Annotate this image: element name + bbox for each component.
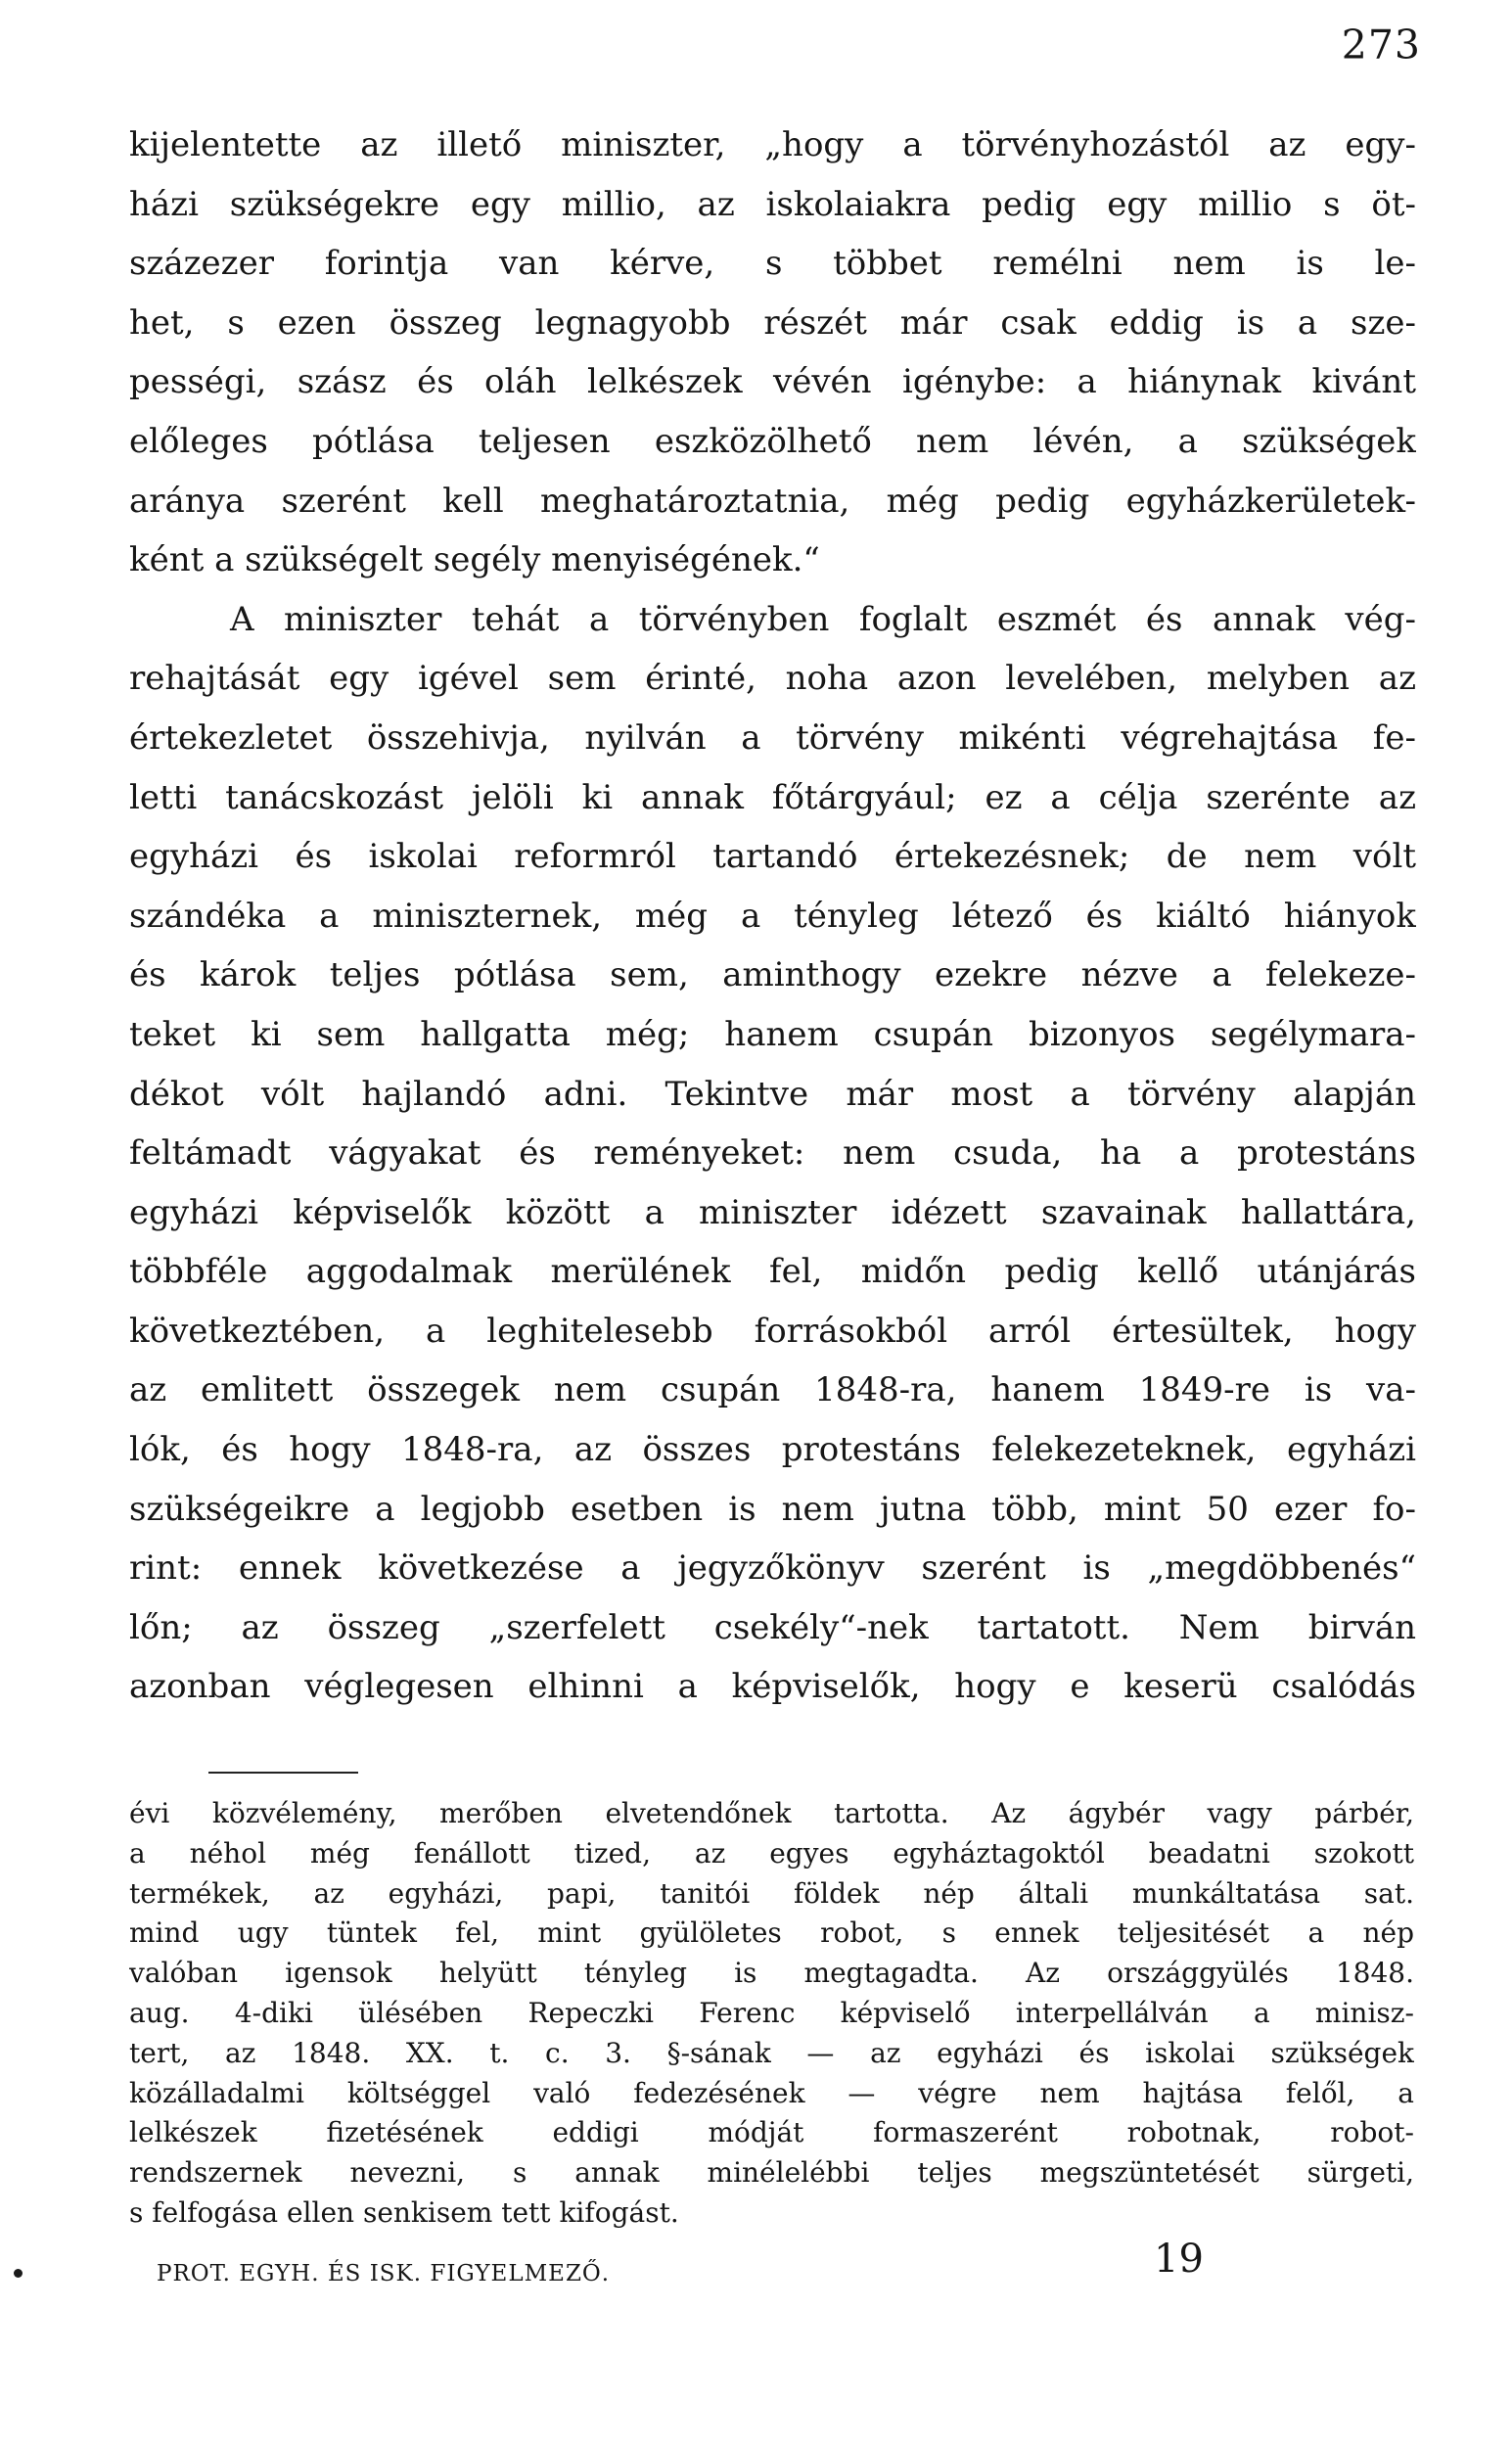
text-line: egyházi és iskolai reformról tartandó értekezésnek; de nem vólt bbox=[129, 837, 1416, 877]
footnote-block bbox=[129, 1794, 1414, 2234]
text-line: rint: ennek következése a jegyzőkönyv szerént is „megdöbbenés“ bbox=[129, 1548, 1416, 1589]
text-line: értekezletet összehivja, nyilván a törvény mikénti végrehajtása fe- bbox=[129, 717, 1416, 758]
text-line: lőn; az összeg „szerfelett csekély“-nek tartatott. Nem birván bbox=[129, 1607, 1416, 1647]
text-line: teket ki sem hallgatta még; hanem csupán bizonyos segélymara- bbox=[129, 1014, 1416, 1054]
text-line: és károk teljes pótlása sem, aminthogy ezekre nézve a felekeze- bbox=[129, 955, 1416, 995]
signature-mark: 19 bbox=[1154, 2237, 1204, 2282]
text-line: pességi, szász és oláh lelkészek vévén igénybe: a hiánynak kivánt bbox=[129, 362, 1416, 402]
text-line: előleges pótlása teljesen eszközölhető nem lévén, a szükségek bbox=[129, 421, 1416, 461]
main-text bbox=[129, 115, 1416, 1717]
text-line: többféle aggodalmak merülének fel, midőn pedig kellő utánjárás bbox=[129, 1252, 1416, 1292]
text-line: aránya szerént kell meghatároztatnia, még pedig egyházkerületek- bbox=[129, 481, 1416, 521]
footnote-line: tert, az 1848. XX. t. c. 3. §-sának — az egyházi és iskolai szükségek bbox=[129, 2036, 1414, 2069]
text-line: egyházi képviselők között a miniszter idézett szavainak hallattára, bbox=[129, 1192, 1416, 1232]
footnote-line: mind ugy tüntek fel, mint gyülöletes robot, s ennek teljesitését a nép bbox=[129, 1916, 1414, 1950]
page-number: 273 bbox=[1341, 22, 1421, 69]
text-line: házi szükségekre egy millio, az iskolaiakra pedig egy millio s öt- bbox=[129, 184, 1416, 224]
footnote-line: évi közvélemény, merőben elvetendőnek tartotta. Az ágybér vagy párbér, bbox=[129, 1797, 1414, 1829]
text-line: rehajtását egy igével sem érinté, noha azon levelében, melyben az bbox=[129, 659, 1416, 699]
footnote-line: valóban igensok helyütt tényleg is megtagadta. Az országgyülés 1848. bbox=[129, 1957, 1414, 1990]
footnote-line: aug. 4-diki ülésében Repeczki Ferenc képviselő interpellálván a minisz- bbox=[129, 1996, 1414, 2029]
footnote-separator bbox=[208, 1772, 358, 1774]
text-line: lók, és hogy 1848-ra, az összes protestáns felekezeteknek, egyházi bbox=[129, 1430, 1416, 1470]
text-line: százezer forintja van kérve, s többet remélni nem is le- bbox=[129, 244, 1416, 284]
text-line: szükségeikre a legjobb esetben is nem jutna több, mint 50 ezer fo- bbox=[129, 1489, 1416, 1529]
text-line: feltámadt vágyakat és reményeket: nem csuda, ha a protestáns bbox=[129, 1133, 1416, 1174]
footnote-last-line: s felfogása ellen senkisem tett kifogást. bbox=[129, 2195, 679, 2229]
paragraph-end-line: ként a szükségelt segély menyiségének.“ bbox=[129, 540, 820, 580]
footnote-line: közálladalmi költséggel való fedezésének — végre nem hajtása felől, a bbox=[129, 2076, 1414, 2109]
text-line: az emlitett összegek nem csupán 1848-ra, hanem 1849-re is va- bbox=[129, 1370, 1416, 1410]
text-line: letti tanácskozást jelöli ki annak főtárgyául; ez a célja szerénte az bbox=[129, 777, 1416, 817]
margin-dot bbox=[14, 2269, 23, 2278]
footnote-line: rendszernek nevezni, s annak minélelébbi teljes megszüntetését sürgeti, bbox=[129, 2156, 1414, 2190]
text-line: het, s ezen összeg legnagyobb részét már csak eddig is a sze- bbox=[129, 302, 1416, 343]
text-line: szándéka a miniszternek, még a tényleg létező és kiáltó hiányok bbox=[129, 896, 1416, 936]
footnote-line: a néhol még fenállott tized, az egyes egyháztagoktól beadatni szokott bbox=[129, 1836, 1414, 1870]
journal-title: PROT. EGYH. ÉS ISK. FIGYELMEZŐ. bbox=[157, 2261, 611, 2286]
text-line: következtében, a leghitelesebb forrásokból arról értesültek, hogy bbox=[129, 1311, 1416, 1351]
paragraph-start-line: A miniszter tehát a törvényben foglalt eszmét és annak vég- bbox=[230, 599, 1416, 639]
footnote-line: termékek, az egyházi, papi, tanitói földek nép általi munkáltatása sat. bbox=[129, 1876, 1414, 1910]
text-line: azonban véglegesen elhinni a képviselők, hogy e keserü csalódás bbox=[129, 1667, 1416, 1707]
text-line: dékot vólt hajlandó adni. Tekintve már most a törvény alapján bbox=[129, 1074, 1416, 1114]
text-line: kijelentette az illető miniszter, „hogy a törvényhozástól az egy- bbox=[129, 125, 1416, 164]
footnote-line: lelkészek fizetésének eddigi módját formaszerént robotnak, robot- bbox=[129, 2116, 1414, 2149]
